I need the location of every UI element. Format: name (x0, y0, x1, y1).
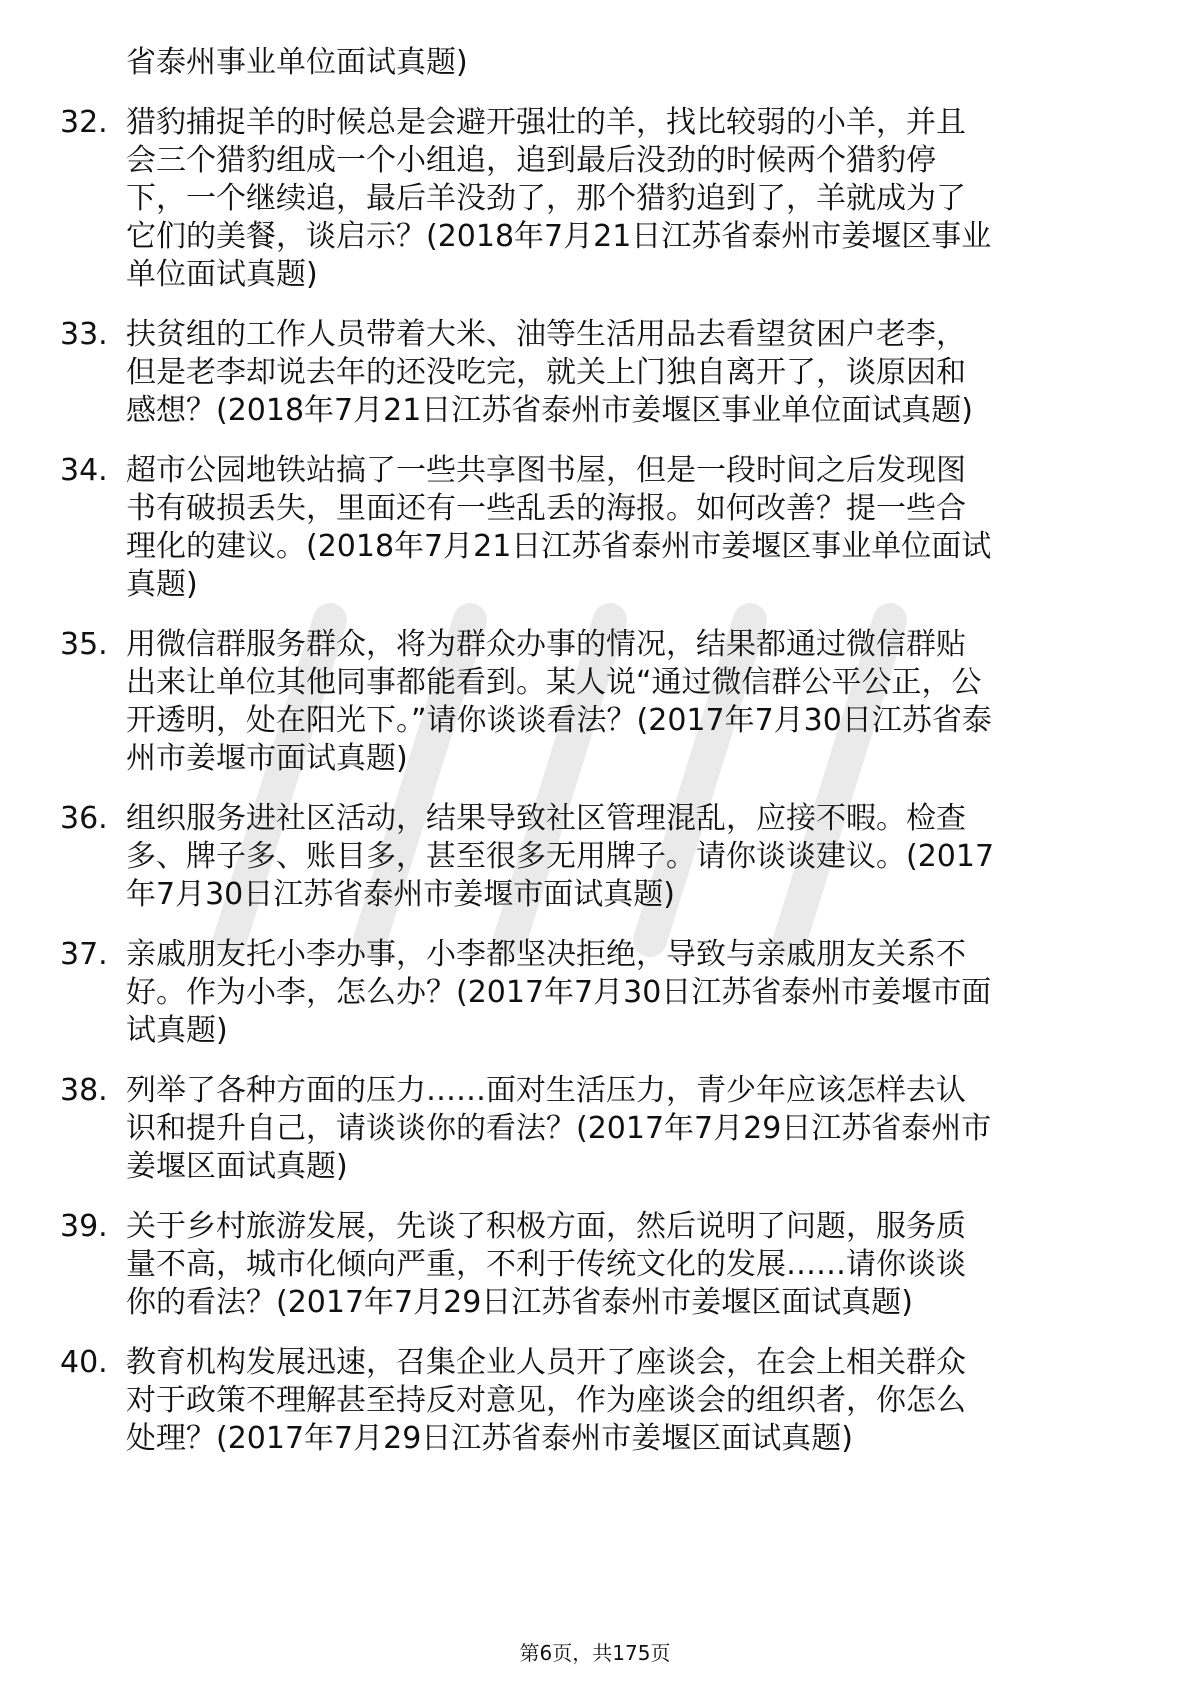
question-item (60, 1072, 1130, 1186)
question-line: 组织服务进社区活动，结果导致社区管理混乱，应接不暇。检查 (126, 801, 966, 836)
question-number: 39. (60, 1209, 108, 1244)
question-line: 教育机构发展迅速，召集企业人员开了座谈会，在会上相关群众 (126, 1345, 966, 1380)
question-line: 它们的美餐，谈启示？(2018年7月21日江苏省泰州市姜堰区事业 (126, 219, 992, 254)
question-item (60, 1208, 1130, 1322)
question-line: 试真题) (126, 1013, 228, 1048)
question-number: 38. (60, 1073, 108, 1108)
question-line: 好。作为小李，怎么办？(2017年7月30日江苏省泰州市姜堰市面 (126, 975, 992, 1010)
question-item (60, 104, 1130, 294)
question-text (126, 800, 1130, 914)
question-item (60, 936, 1130, 1050)
question-item (60, 800, 1130, 914)
question-list (60, 44, 1130, 1458)
question-text (126, 452, 1130, 604)
question-number: 37. (60, 937, 108, 972)
question-line: 出来让单位其他同事都能看到。某人说“通过微信群公平公正，公 (126, 665, 982, 700)
question-item (60, 1344, 1130, 1458)
question-line: 姜堰区面试真题) (126, 1149, 348, 1184)
question-line: 超市公园地铁站搞了一些共享图书屋，但是一段时间之后发现图 (126, 453, 966, 488)
question-line: 单位面试真题) (126, 257, 318, 292)
question-text (126, 1072, 1130, 1186)
question-number: 32. (60, 105, 108, 140)
question-text (126, 104, 1130, 294)
question-line: 猎豹捕捉羊的时候总是会避开强壮的羊，找比较弱的小羊，并且 (126, 105, 966, 140)
question-line: 年7月30日江苏省泰州市姜堰市面试真题) (126, 877, 675, 912)
question-item (60, 316, 1130, 430)
question-line: 下，一个继续追，最后羊没劲了，那个猎豹追到了，羊就成为了 (126, 181, 966, 216)
question-item (60, 452, 1130, 604)
question-line: 量不高，城市化倾向严重，不利于传统文化的发展……请你谈谈 (126, 1247, 966, 1282)
page-number-footer: 第6页，共175页 (519, 1641, 671, 1665)
question-line: 多、牌子多、账目多，甚至很多无用牌子。请你谈谈建议。(2017 (126, 839, 995, 874)
question-line: 开透明，处在阳光下。”请你谈谈看法？(2017年7月30日江苏省泰 (126, 703, 992, 738)
question-line: 但是老李却说去年的还没吃完，就关上门独自离开了，谈原因和 (126, 355, 966, 390)
question-line: 关于乡村旅游发展，先谈了积极方面，然后说明了问题，服务质 (126, 1209, 966, 1244)
question-text (126, 626, 1130, 778)
question-number: 33. (60, 317, 108, 352)
question-line: 对于政策不理解甚至持反对意见，作为座谈会的组织者，你怎么 (126, 1383, 966, 1418)
question-text (126, 1344, 1130, 1458)
question-line: 感想？(2018年7月21日江苏省泰州市姜堰区事业单位面试真题) (126, 393, 974, 428)
question-text (126, 1208, 1130, 1322)
question-line: 会三个猎豹组成一个小组追，追到最后没劲的时候两个猎豹停 (126, 143, 936, 178)
question-line: 你的看法？(2017年7月29日江苏省泰州市姜堰区面试真题) (126, 1285, 914, 1320)
question-line: 州市姜堰市面试真题) (126, 741, 408, 776)
question-number: 34. (60, 453, 108, 488)
question-text (126, 936, 1130, 1050)
question-line: 亲戚朋友托小李办事，小李都坚决拒绝，导致与亲戚朋友关系不 (126, 937, 966, 972)
question-item (60, 626, 1130, 778)
question-number: 36. (60, 801, 108, 836)
question-line: 列举了各种方面的压力……面对生活压力，青少年应该怎样去认 (126, 1073, 966, 1108)
question-text (126, 316, 1130, 430)
question-number: 40. (60, 1345, 108, 1380)
question-line: 识和提升自己，请谈谈你的看法？(2017年7月29日江苏省泰州市 (126, 1111, 992, 1146)
lead-line: 省泰州事业单位面试真题) (126, 45, 468, 80)
question-line: 理化的建议。(2018年7月21日江苏省泰州市姜堰区事业单位面试 (126, 529, 992, 564)
question-line: 扶贫组的工作人员带着大米、油等生活用品去看望贫困户老李， (126, 317, 966, 352)
question-line: 处理？(2017年7月29日江苏省泰州市姜堰区面试真题) (126, 1421, 854, 1456)
question-line: 真题) (126, 567, 198, 602)
question-line: 书有破损丢失，里面还有一些乱丢的海报。如何改善？提一些合 (126, 491, 966, 526)
question-line: 用微信群服务群众，将为群众办事的情况，结果都通过微信群贴 (126, 627, 966, 662)
question-number: 35. (60, 627, 108, 662)
